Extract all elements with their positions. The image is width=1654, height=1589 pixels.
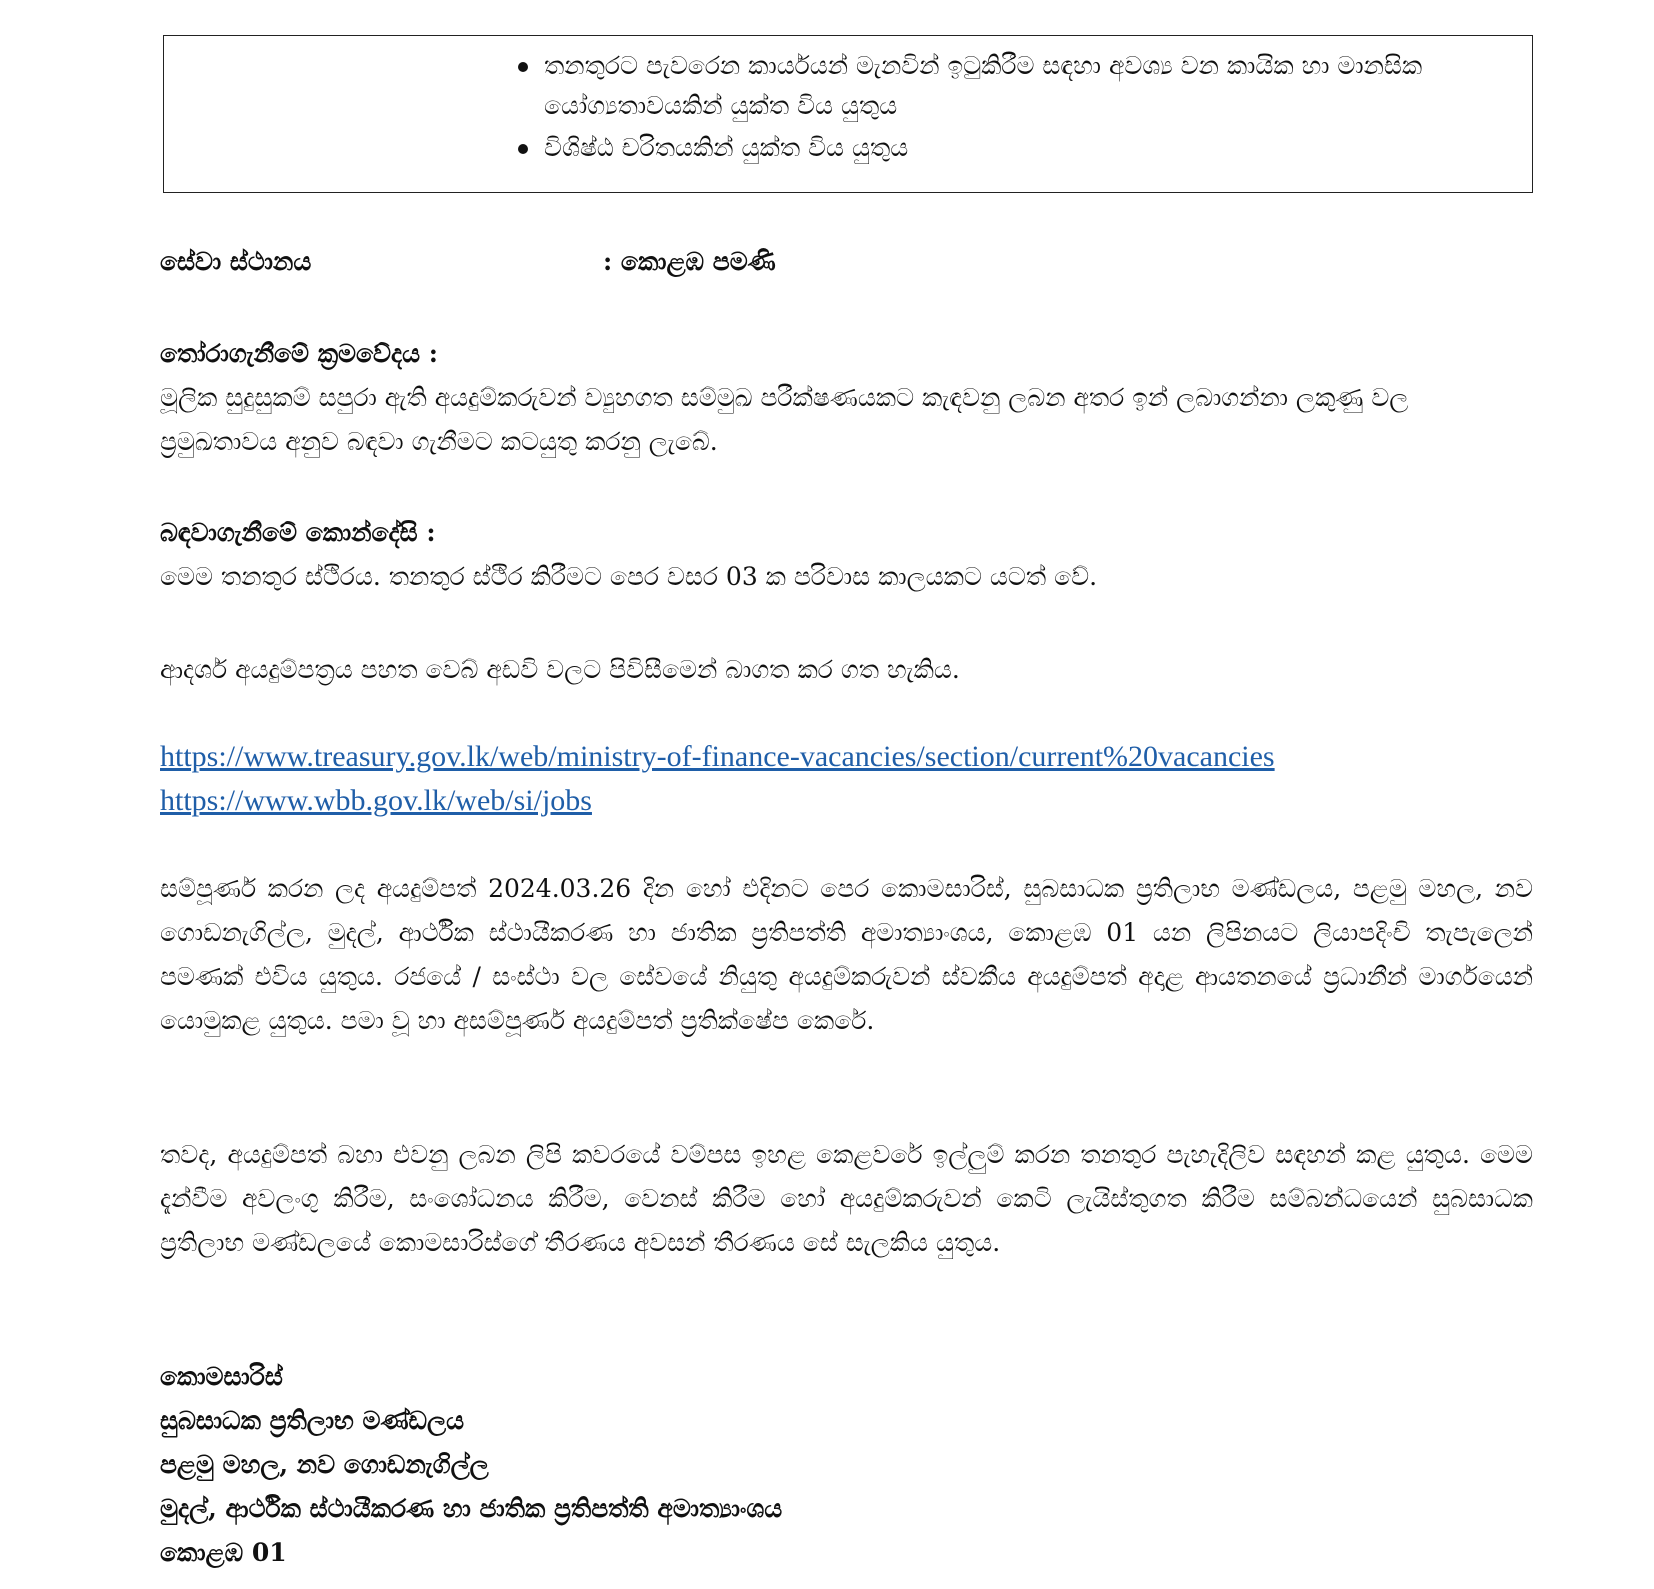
signature-organization: සුබසාධක ප්‍රතිලාභ මණ්ඩලය bbox=[160, 1406, 465, 1435]
bullet-icon bbox=[518, 62, 528, 72]
service-station-label: සේවා ස්ථානය bbox=[160, 247, 312, 276]
qualification-item bbox=[514, 128, 1519, 168]
qualification-box bbox=[163, 35, 1533, 193]
signature-city: කොළඹ 01 bbox=[160, 1538, 287, 1567]
signature-block bbox=[160, 1355, 782, 1575]
qualification-text: විශිෂ්ඨ චරිතයකින් යුක්ත විය යුතුය bbox=[544, 133, 909, 162]
selection-method-body: මූලික සුදුසුකම් සපුරා ඇති අයදුම්කරුවන් ව්‍යුහගත සම්මුඛ පරීක්ෂණයකට කැඳවනු ලබන අතර ඉන් ලබාගන්නා ලකුණු වල ප්‍රමුඛතාවය අනුව බඳවා ගැනීමට කටයුතු කරනු ලැබේ. bbox=[160, 383, 1409, 456]
treasury-vacancies-link[interactable]: https://www.treasury.gov.lk/web/ministry-of-finance-vacancies/section/current%20vacancies bbox=[160, 740, 1275, 773]
signature-ministry: මුදල්, ආර්ථික ස්ථායීකරණ හා ජාතික ප්‍රතිපත්ති අමාත්‍යාංශය bbox=[160, 1494, 783, 1523]
qualification-text: තනතුරට පැවරෙන කාර්යයන් මැනවින් ඉටුකිරීම සඳහා අවශ්‍ය වන කායික හා මානසික යෝග්‍යතාවයකින් යුක්ත විය යුතුය bbox=[544, 51, 1423, 120]
submission-paragraph: සම්පූර්ණ කරන ලද අයදුම්පත් 2024.03.26 දින හෝ එදිනට පෙර කොමසාරිස්, සුබසාධක ප්‍රතිලාභ මණ්ඩලය, පළමු මහල, නව ගොඩනැගිල්ල, මුදල්, ආර්ථික ස්ථායීකරණ හා ජාතික ප්‍රතිපත්ති අමාත්‍යාංශය, කොළඹ 01 යන ලිපිනයට ලියාපදිංචි තැපැලෙන් පමණක් එවිය යුතුය. රජයේ / සංස්ථා වල සේවයේ නියුතු අයදුම්කරුවන් ස්වකීය අයදුම්පත් අදාළ ආයතනයේ ප්‍රධානීන් මාර්ගයෙන් යොමුකළ යුතුය. පමා වූ හා අසම්පූර්ණ අයදුම්පත් ප්‍රතික්ෂේප කෙරේ. bbox=[160, 874, 1533, 1035]
envelope-paragraph: තවද, අයදුම්පත් බහා එවනු ලබන ලිපි කවරයේ වම්පස ඉහළ කෙළවරේ ඉල්ලුම් කරන තනතුර පැහැදිලිව සඳහන් කළ යුතුය. මෙම දැන්වීම අවලංගු කිරීම, සංශෝධනය කිරීම, වෙනස් කිරීම හෝ අයදුම්කරුවන් කෙටි ලැයිස්තුගත කිරීම සම්බන්ධයෙන් සුබසාධක ප්‍රතිලාභ මණ්ඩලයේ කොමසාරිස්ගේ තීරණය අවසන් තීරණය සේ සැලකිය යුතුය. bbox=[160, 1140, 1533, 1257]
recruitment-conditions-body: මෙම තනතුර ස්ථිරය. තනතුර ස්ථිර කිරීමට පෙර වසර 03 ක පරිවාස කාලයකට යටත් වේ. bbox=[160, 562, 1098, 591]
qualification-item bbox=[514, 46, 1519, 126]
bullet-icon bbox=[518, 144, 528, 154]
service-station-value: : කොළඹ පමණි bbox=[603, 247, 776, 276]
signature-title: කොමසාරිස් bbox=[160, 1362, 283, 1391]
service-station-row bbox=[160, 240, 776, 284]
qualification-list bbox=[514, 46, 1519, 170]
download-note: ආදර්ශ අයදුම්පත්‍රය පහත වෙබ් අඩවි වලට පිවිසීමෙන් බාගත කර ගත හැකිය. bbox=[160, 655, 960, 684]
recruitment-conditions-heading: බඳවාගැනීමේ කොන්දේසි : bbox=[160, 518, 436, 547]
selection-method-heading: තෝරාගැනීමේ ක්‍රමවේදය : bbox=[160, 339, 439, 368]
wbb-jobs-link[interactable]: https://www.wbb.gov.lk/web/si/jobs bbox=[160, 784, 592, 817]
signature-floor: පළමු මහල, නව ගොඩනැගිල්ල bbox=[160, 1450, 489, 1479]
